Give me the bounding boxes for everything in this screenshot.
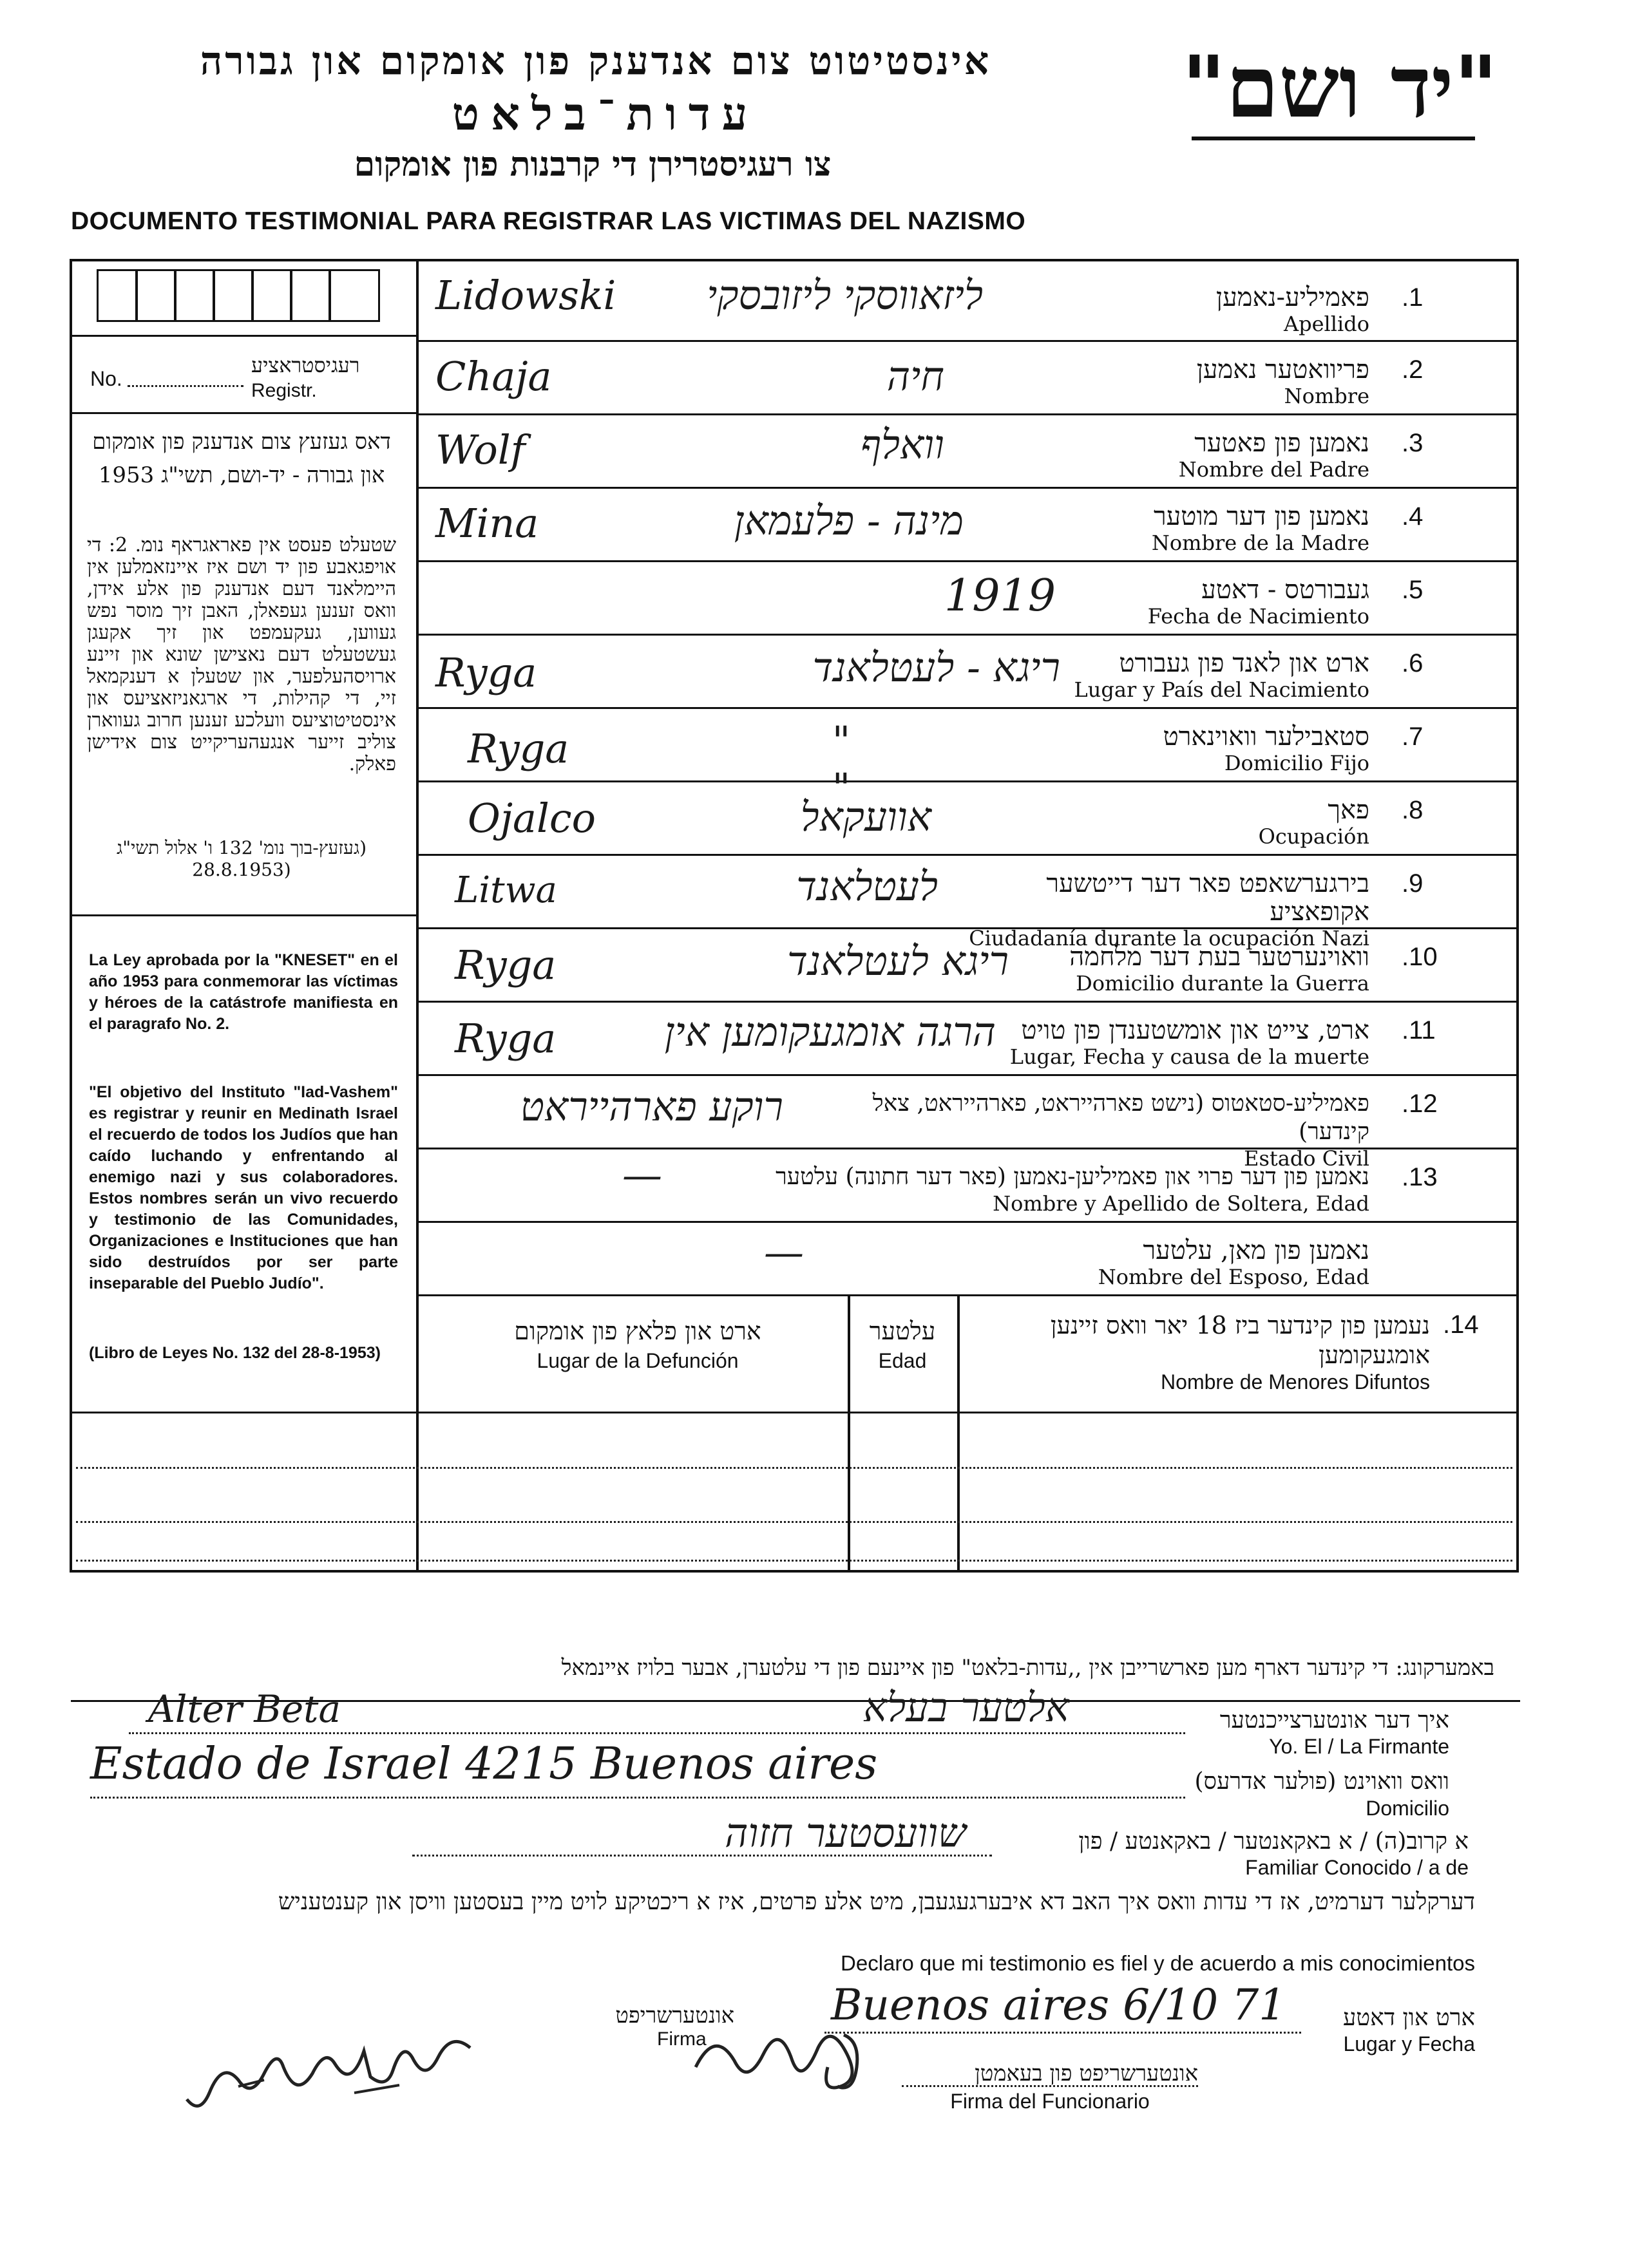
footer-note: באמערקונג: די קינדער דארף מען פארשרייבן אין ,,עדות-בלאט" פון איינעם פון די עלטערן, אבער בלויז איינמאל: [561, 1655, 1494, 1681]
field-spouse-spanish: Nombre del Esposo, Edad: [1098, 1265, 1369, 1289]
field-9-latin: Litwa: [455, 869, 557, 911]
law-yiddish-body: שטעלט פעסט אין פאראגראף נומ. 2: די אויפגאבע פון יד ושם איז איינזאמלען אין היימלאנד דעם אנדענק פון אלע אידן, וואס זענען געפאלן, האבן זיך מוסר נפש געווען, געקעמפט און זיך אקעגן געשטעלט דעם נאצישן שונא און זיינע ארויסהעלפער, און שטעלן א דענקמאל זיי, די קהילות, די ארגאניזאציעס און אינסטיטוציעס וועלכע זענען חרוב געווארן צוליב זייער אנגעהעריקייט צום אידישן פאלק.: [87, 534, 396, 775]
signer-hebrew: אלטער בעלא: [862, 1684, 1069, 1731]
signature-spanish: Firma: [657, 2028, 707, 2050]
official-signature-yiddish: אונטערשריפט פון בעאמטן: [975, 2061, 1198, 2086]
registr-no-field[interactable]: [128, 385, 243, 387]
field-3-hebrew: וואלף: [860, 421, 944, 468]
field-12-spanish: Estado Civil: [1244, 1146, 1369, 1171]
place-date-yiddish: ארט און דאטע: [1343, 2005, 1475, 2031]
left-divider-1: [70, 335, 417, 337]
field-1-spanish: Apellido: [1284, 312, 1369, 336]
official-signature-drawing: [683, 2016, 889, 2106]
relation-spanish: Familiar Conocido / a de: [1245, 1856, 1469, 1879]
field-9-number: .9: [1402, 869, 1424, 898]
header-yiddish-subtitle: עדות־בלאט: [452, 87, 759, 140]
field-3-number: .3: [1402, 429, 1424, 457]
field-3-spanish: Nombre del Padre: [1178, 457, 1369, 482]
field-row-10[interactable]: [416, 929, 1518, 1001]
law-spanish-body: "El objetivo del Instituto "Iad-Vashem" es registrar y reunir en Medinath Israel el recuerdo de todos los Judíos que han caído luchando y enfrentando al enemigo nazi y sus colaboradores. Estos nombres serán un vivo recuerdo y testimonio de las Comunidades, Organizaciones e Instituciones que han sido destruídos por ser parte inseparable del Pueblo Judío".: [89, 1083, 398, 1292]
field-8-spanish: Ocupación: [1258, 824, 1369, 849]
field-8-latin: Ojalco: [468, 795, 596, 842]
field-2-number: .2: [1402, 355, 1424, 384]
address-line[interactable]: [90, 1797, 1185, 1799]
field-2-spanish: Nombre: [1284, 384, 1369, 408]
field-12-number: .12: [1402, 1090, 1438, 1118]
applicant-signature-drawing: [161, 2022, 496, 2112]
field-5-spanish: Fecha de Nacimiento: [1147, 604, 1369, 628]
field-1-yiddish: פאמיליע-נאמען: [1215, 283, 1369, 312]
yad-vashem-logo: "יד ושם": [1181, 37, 1498, 137]
sec14-names-yiddish: נעמען פון קינדער ביז 18 יאר וואס זיינען אומגעקומען: [1050, 1311, 1430, 1369]
relation-value: שוועסטער חזוה: [725, 1810, 966, 1857]
field-7-yiddish: סטאבילער וואוינארט: [1163, 722, 1369, 751]
sec14-age-yiddish: עלטער: [869, 1317, 936, 1345]
field-row-11[interactable]: [416, 1002, 1518, 1074]
field-8-yiddish: פאך: [1328, 795, 1369, 825]
sec14-divider-age-right: [957, 1294, 960, 1573]
field-row-9[interactable]: [416, 855, 1518, 950]
field-2-yiddish: פריוואטער נאמען: [1196, 355, 1369, 384]
law-yiddish-source: (געזעץ-בוך נומ' 132 ו' אלול תשי"ג (28.8.1953: [116, 837, 367, 880]
place-date-spanish: Lugar y Fecha: [1343, 2032, 1475, 2055]
signature-yiddish: אונטערשריפט: [615, 2003, 734, 2028]
sec14-age-spanish: Edad: [878, 1349, 927, 1372]
field-6-spanish: Lugar y País del Nacimiento: [1074, 677, 1369, 702]
left-divider-2: [70, 412, 417, 414]
field-8-number: .8: [1402, 796, 1424, 824]
header-spanish-title: DOCUMENTO TESTIMONIAL PARA REGISTRAR LAS VICTIMAS DEL NAZISMO: [71, 207, 1026, 235]
field-row-8[interactable]: [416, 782, 1518, 854]
field-spouse-yiddish: נאמען פון מאן, עלטער: [1143, 1236, 1369, 1265]
field-1-hebrew: ליזאווסקי ליזובסקי: [707, 272, 983, 319]
sec14-number: .14: [1443, 1310, 1479, 1339]
signer-spanish: Yo. El / La Firmante: [1269, 1735, 1449, 1758]
field-7-hebrew: " ": [832, 717, 1005, 811]
field-11-spanish: Lugar, Fecha y causa de la muerte: [1009, 1044, 1369, 1069]
sec14-entry-line-3[interactable]: [76, 1560, 1512, 1562]
field-1-number: .1: [1402, 283, 1424, 312]
field-12-yiddish: פאמיליע-סטאטוס (נישט פארהייראט, פארהייראט, צאל קינדער): [872, 1090, 1369, 1145]
field-4-latin: Mina: [435, 500, 539, 547]
field-9-yiddish: בירגערשאפט פאר דער דייטשער אקופאציע: [1046, 869, 1369, 927]
header-yiddish-title: אינסטיטוט צום אנדענק פון אומקום און גבורה: [200, 39, 992, 84]
registration-boxes: [97, 269, 380, 322]
field-11-latin: Ryga: [455, 1015, 557, 1062]
declaration-yiddish: דערקלער דערמיט, אז די עדות וואס איך האב דא איבערגעגעבן, מיט אלע פרטים, איז א ריכטיקע לויט מיין בעסטען וויסן און קענטעניש: [278, 1889, 1475, 1915]
field-9-hebrew: לעטלאנד: [796, 863, 938, 910]
field-13-spanish: Nombre y Apellido de Soltera, Edad: [993, 1191, 1369, 1216]
field-10-yiddish: וואוינערטער בעת דער מלחמה: [1069, 942, 1369, 972]
field-6-hebrew: ריגא - לעטלאנד: [812, 644, 1060, 691]
field-row-4[interactable]: [416, 488, 1518, 560]
law-spanish-source: (Libro de Leyes No. 132 del 28-8-1953): [89, 1344, 381, 1362]
law-yiddish-heading: דאס געזעץ צום אנדענק פון אומקום און גבורה - יד-ושם, תשי"ג 1953: [92, 429, 391, 488]
sec14-entry-line-1[interactable]: [76, 1467, 1512, 1469]
declaration-spanish: Declaro que mi testimonio es fiel y de acuerdo a mis conocimientos: [841, 1951, 1475, 1975]
header-yiddish-purpose: צו רעגיסטרירן די קרבנות פון אומקום: [354, 145, 832, 184]
field-spouse-hebrew: —: [764, 1229, 804, 1276]
signer-latin: Alter Beta: [148, 1687, 341, 1731]
field-9-spanish: Ciudadanía durante la ocupación Nazi: [969, 926, 1369, 950]
official-signature-spanish: Firma del Funcionario: [950, 2090, 1150, 2113]
field-11-number: .11: [1402, 1016, 1436, 1044]
field-row-1[interactable]: [416, 264, 1518, 340]
field-5-hebrew: 1919: [944, 571, 1056, 621]
sec14-place-spanish: Lugar de la Defunción: [537, 1349, 739, 1372]
place-date-value: Buenos aires 6/10 71: [831, 1980, 1286, 2030]
registr-label: Registr.: [251, 380, 317, 401]
field-4-hebrew: מינה - פלעמאן: [734, 497, 964, 544]
field-6-latin: Ryga: [435, 649, 537, 696]
relation-line[interactable]: [412, 1855, 992, 1857]
field-5-number: .5: [1402, 576, 1424, 604]
field-4-yiddish: נאמען פון דער מוטער: [1154, 502, 1369, 531]
field-row-12[interactable]: [416, 1075, 1518, 1171]
field-6-yiddish: ארט און לאנד פון געבורט: [1119, 648, 1369, 678]
field-2-hebrew: חיה: [886, 353, 944, 400]
field-3-latin: Wolf: [435, 426, 526, 473]
logo-underline: [1192, 137, 1475, 140]
field-2-latin: Chaja: [435, 353, 552, 400]
law-spanish-intro: La Ley aprobada por la "KNESET" en el año 1953 para conmemorar las víctimas y héroes de la catástrofe manifiesta en el paragrafo No. 2.: [89, 951, 398, 1033]
left-divider-3: [70, 914, 417, 916]
relation-yiddish: א קרוב(ה) / א באקאנטער / באקאנטע / פון: [1078, 1828, 1469, 1855]
field-7-spanish: Domicilio Fijo: [1224, 751, 1369, 775]
address-value: Estado de Israel 4215 Buenos aires: [90, 1739, 878, 1790]
field-13-yiddish: נאמען פון דער פרוי און פאמיליען-נאמען (פאר דער חתונה) עלטער: [776, 1164, 1369, 1190]
field-11-hebrew: הרגה אומגעקומען אין: [664, 1008, 996, 1055]
field-row-spouse[interactable]: [416, 1222, 1518, 1294]
field-3-yiddish: נאמען פון פאטער: [1194, 428, 1369, 458]
field-13-number: .13: [1402, 1163, 1438, 1191]
field-4-number: .4: [1402, 502, 1424, 531]
field-row-5[interactable]: [416, 562, 1518, 634]
place-date-line[interactable]: [824, 2032, 1301, 2034]
field-8-hebrew: אוועקאל: [800, 793, 931, 840]
field-row-13[interactable]: [416, 1149, 1518, 1221]
field-10-hebrew: ריגא לעטלאנד: [787, 938, 1009, 985]
field-10-number: .10: [1402, 943, 1438, 971]
sec14-names-spanish: Nombre de Menores Difuntos: [1161, 1370, 1430, 1394]
sec14-header-line: [70, 1412, 1519, 1413]
sec14-entry-line-2[interactable]: [76, 1521, 1512, 1523]
field-6-number: .6: [1402, 649, 1424, 677]
field-4-spanish: Nombre de la Madre: [1151, 531, 1369, 555]
registr-yiddish: רעגיסטראציע: [251, 353, 360, 377]
sec14-place-yiddish: ארט און פלאץ פון אומקום: [514, 1317, 761, 1345]
address-yiddish: וואס וואוינט (פולער אדרעס): [1194, 1768, 1449, 1795]
field-row-2[interactable]: [416, 341, 1518, 413]
field-10-spanish: Domicilio durante la Guerra: [1076, 971, 1369, 996]
field-13-hebrew: —: [622, 1151, 662, 1198]
field-7-number: .7: [1402, 723, 1424, 751]
field-10-latin: Ryga: [455, 941, 557, 988]
field-1-latin: Lidowski: [435, 272, 616, 319]
registr-no-label: No.: [90, 367, 122, 390]
field-row-6[interactable]: [416, 635, 1518, 707]
field-12-hebrew: רוקע פארהייראט: [520, 1083, 783, 1130]
field-row-3[interactable]: [416, 415, 1518, 487]
field-11-yiddish: ארט, צייט און אומשטענדן פון טויט: [1021, 1016, 1369, 1045]
address-spanish: Domicilio: [1366, 1797, 1449, 1820]
field-5-yiddish: געבורטס - דאטע: [1201, 575, 1369, 605]
field-7-latin: Ryga: [468, 725, 569, 772]
signer-yiddish: איך דער אונטערצייכנטער: [1219, 1707, 1449, 1734]
signer-line[interactable]: [129, 1732, 1185, 1734]
